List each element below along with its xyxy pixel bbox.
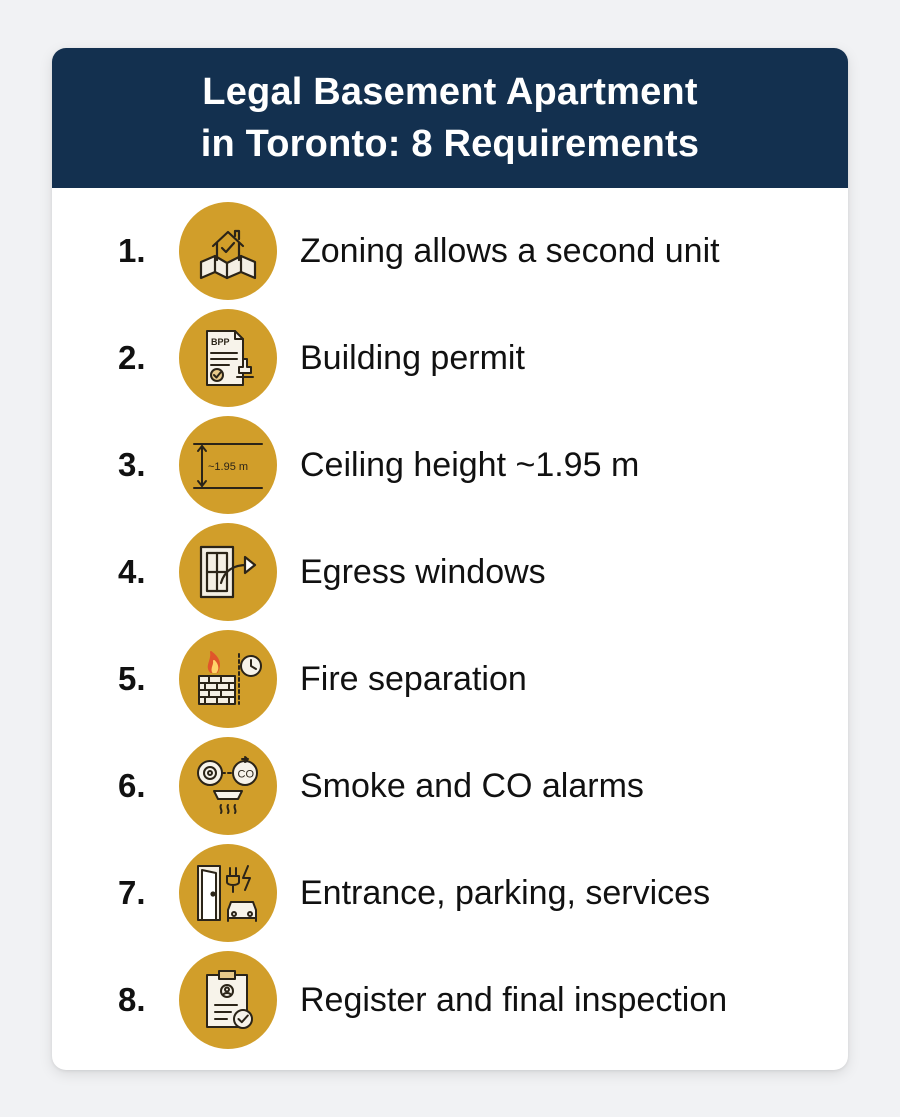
door-car-utilities-icon <box>179 844 277 942</box>
height-icon-text: ~1.95 m <box>208 461 249 473</box>
requirement-item-8 <box>52 950 848 1050</box>
card-header <box>52 48 848 188</box>
requirement-number: 2. <box>118 339 146 376</box>
smoke-co-alarm-icon <box>179 737 277 835</box>
permit-icon-text: BPP <box>211 337 230 347</box>
requirement-item-4 <box>52 522 848 622</box>
requirement-item-6 <box>52 736 848 836</box>
requirement-number: 7. <box>118 874 146 911</box>
requirement-number: 6. <box>118 767 146 804</box>
title-line-1: Legal Basement Apartment <box>202 71 698 113</box>
requirement-label: Ceiling height ~1.95 m <box>300 446 640 484</box>
window-exit-arrow-icon <box>179 523 277 621</box>
permit-document-stamp-icon <box>179 309 277 407</box>
requirement-number: 3. <box>118 446 146 483</box>
requirement-number: 1. <box>118 232 146 269</box>
clipboard-check-icon <box>179 951 277 1049</box>
requirement-label: Entrance, parking, services <box>300 874 711 912</box>
requirement-label: Zoning allows a second unit <box>300 232 720 270</box>
requirements-card <box>52 48 848 1070</box>
requirement-label: Egress windows <box>300 553 546 591</box>
requirement-item-3 <box>52 415 848 515</box>
requirement-number: 5. <box>118 660 146 697</box>
requirement-item-1 <box>52 201 848 301</box>
requirement-item-7 <box>52 843 848 943</box>
requirement-number: 8. <box>118 981 146 1018</box>
ceiling-height-measure-icon <box>179 416 277 514</box>
requirement-label: Building permit <box>300 339 525 377</box>
fire-wall-clock-icon <box>179 630 277 728</box>
requirement-label: Smoke and CO alarms <box>300 767 644 805</box>
requirement-label: Fire separation <box>300 660 527 698</box>
house-map-check-icon <box>179 202 277 300</box>
requirement-item-2 <box>52 308 848 408</box>
page-title <box>201 66 700 170</box>
requirement-number: 4. <box>118 553 146 590</box>
requirement-item-5 <box>52 629 848 729</box>
requirement-label: Register and final inspection <box>300 981 728 1019</box>
title-line-2: in Toronto: 8 Requirements <box>200 123 700 165</box>
co-icon-text: CO <box>237 768 254 781</box>
